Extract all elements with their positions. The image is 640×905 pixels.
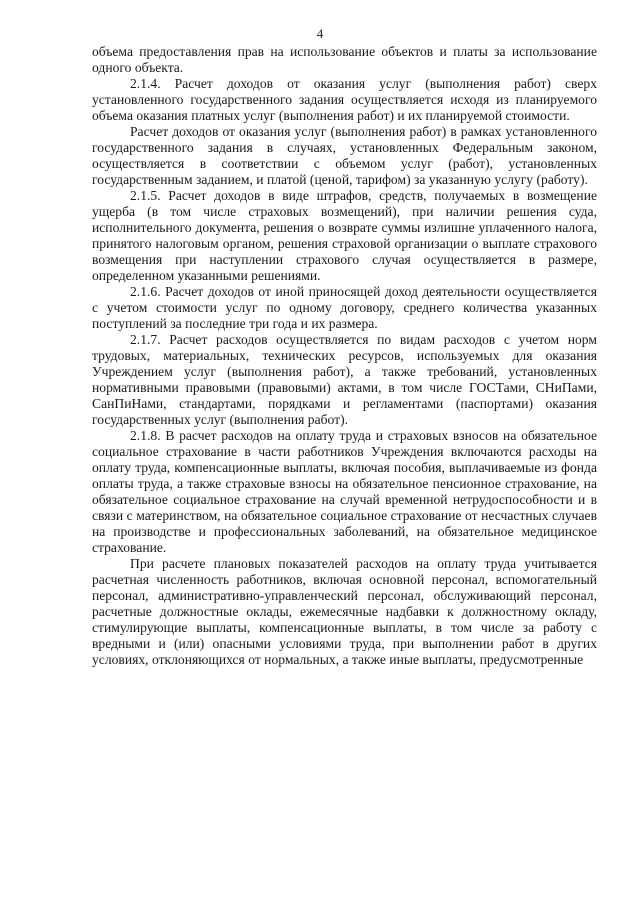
- paragraph-state-task-income: Расчет доходов от оказания услуг (выполнения работ) в рамках установленного государственного задания в случаях, установленных Федеральным законом, осуществляется в соответствии с объемом услуг (работ), установленных государственным заданием, и платой (ценой, тарифом) за указанную услугу (работу).: [92, 124, 597, 187]
- paragraph-2-1-4: 2.1.4. Расчет доходов от оказания услуг (выполнения работ) сверх установленного государственного задания осуществляется исходя из планируемого объема оказания платных услуг (выполнения работ) и их планируемой стоимости.: [92, 76, 597, 123]
- document-body: [92, 44, 597, 668]
- paragraph-2-1-5: 2.1.5. Расчет доходов в виде штрафов, средств, получаемых в возмещение ущерба (в том числе страховых возмещений), при наличии решения суда, исполнительного документа, решения о возврате суммы излишне уплаченного налога, принятого налоговым органом, решения страховой организации о выплате страхового возмещения при наступлении страхового случая осуществляется в размере, определенном указанными решениями.: [92, 188, 597, 283]
- paragraph-2-1-6: 2.1.6. Расчет доходов от иной приносящей доход деятельности осуществляется с учетом стоимости услуг по одному договору, среднего количества указанных поступлений за последние три года и их размера.: [92, 284, 597, 331]
- paragraph-continuation: объема предоставления прав на использование объектов и платы за использование одного объекта.: [92, 44, 597, 75]
- paragraph-payroll-planning: При расчете плановых показателей расходов на оплату труда учитывается расчетная численность работников, включая основной персонал, вспомогательный персонал, административно-управленческий персонал, обслуживающий персонал, расчетные должностные оклады, ежемесячные надбавки к должностному окладу, стимулирующие выплаты, компенсационные выплаты, в том числе за работу с вредными и (или) опасными условиями труда, при выполнении работ в других условиях, отклоняющихся от нормальных, а также иные выплаты, предусмотренные: [92, 556, 597, 667]
- paragraph-2-1-7: 2.1.7. Расчет расходов осуществляется по видам расходов с учетом норм трудовых, материальных, технических ресурсов, используемых для оказания Учреждением услуг (выполнения работ), а также требований, установленных нормативными правовыми (правовыми) актами, в том числе ГОСТами, СНиПами, СанПиНами, стандартами, порядками и регламентами (паспортами) оказания государственных услуг (выполнения работ).: [92, 332, 597, 427]
- page-number: 4: [316, 26, 324, 41]
- paragraph-2-1-8: 2.1.8. В расчет расходов на оплату труда и страховых взносов на обязательное социальное страхование в части работников Учреждения включаются расходы на оплату труда, компенсационные выплаты, включая пособия, выплачиваемые из фонда оплаты труда, а также страховые взносы на обязательное пенсионное страхование, на обязательное социальное страхование на случай временной нетрудоспособности и в связи с материнством, на обязательное социальное страхование от несчастных случаев на производстве и профессиональных заболеваний, на обязательное медицинское страхование.: [92, 428, 597, 555]
